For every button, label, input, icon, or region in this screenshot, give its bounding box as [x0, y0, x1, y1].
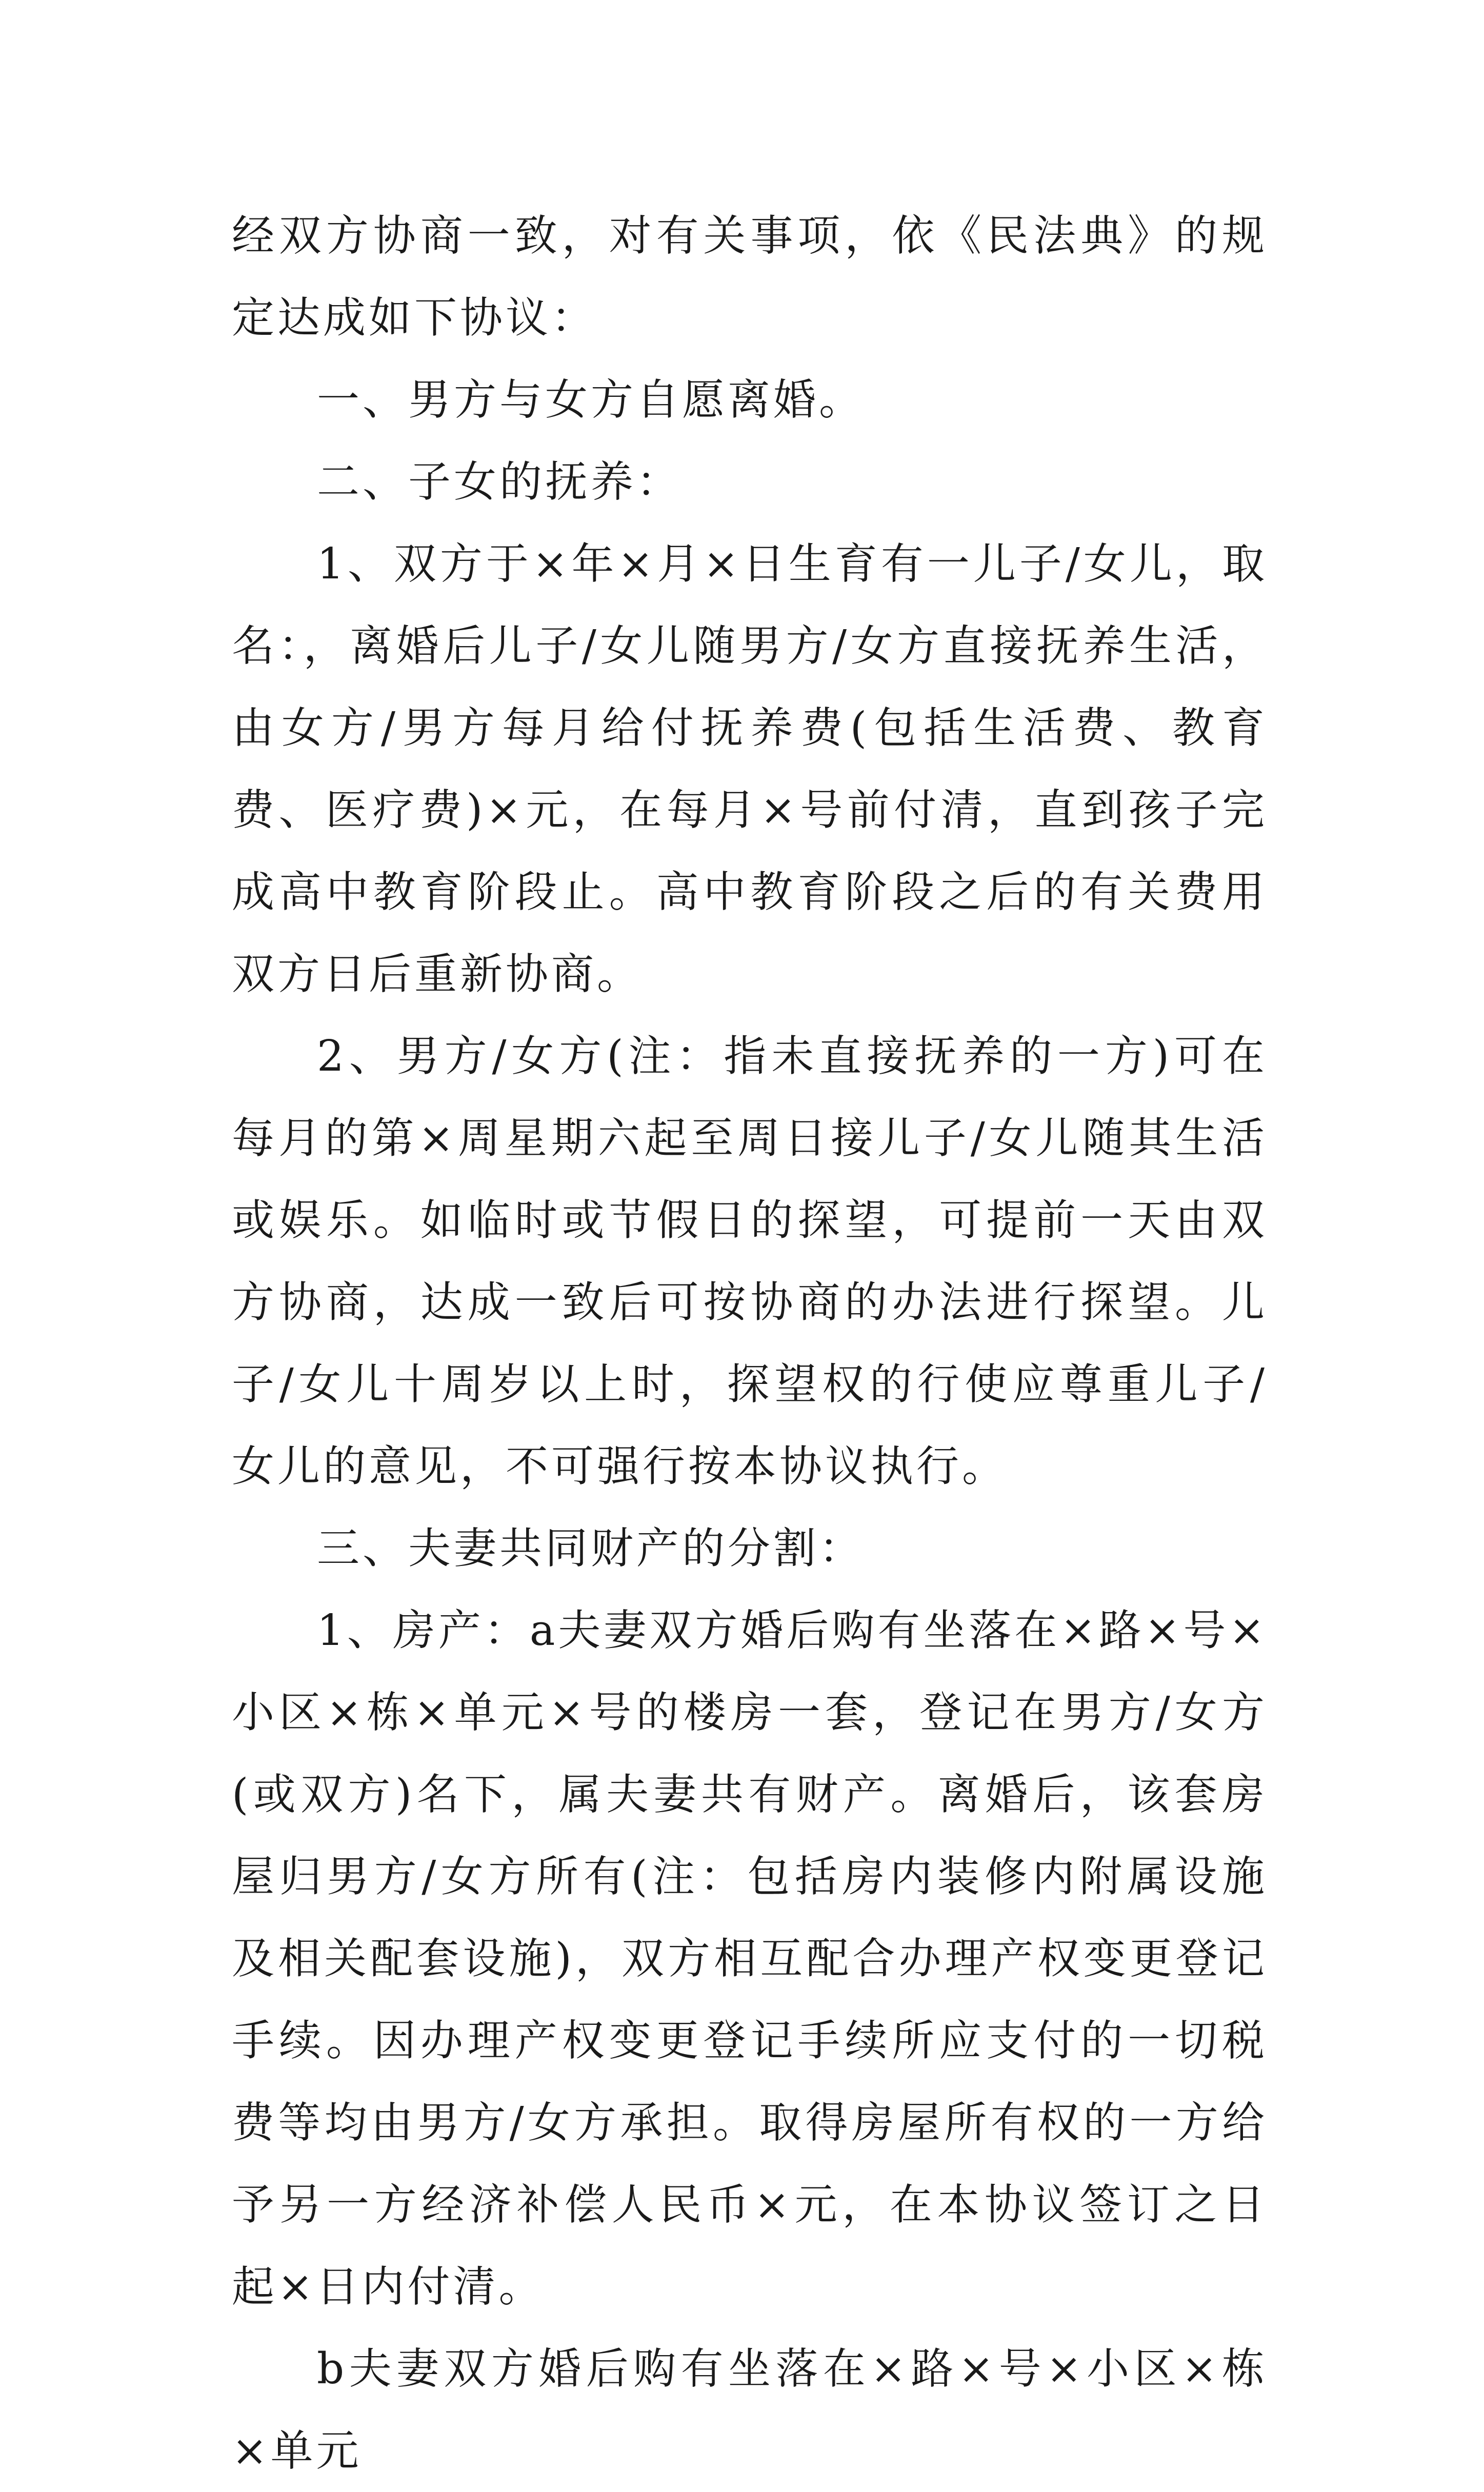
paragraph-property-b: b夫妻双方婚后购有坐落在×路×号×小区×栋×单元 — [232, 2344, 1268, 2476]
paragraph-property-a: 1、房产：a夫妻双方婚后购有坐落在×路×号×小区×栋×单元×号的楼房一套，登记在男方/女方(或双方)名下，属夫妻共有财产。离婚后，该套房屋归男方/女方所有(注：包括房内装修内附属设施及相关配套设施)，双方相互配合办理产权变更登记手续。因办理产权变更登记手续所应支付的一切税费等均由男方/女方承担。取得房屋所有权的一方给予另一方经济补偿人民币×元，在本协议签订之日起×日内付清。 — [232, 1605, 1268, 2312]
paragraph-clause-3-heading: 三、夫妻共同财产的分割： — [317, 1523, 865, 1573]
document-body — [232, 195, 1268, 2492]
paragraph-child-support: 1、双方于×年×月×日生育有一儿子/女儿，取名：，离婚后儿子/女儿随男方/女方直接抚养生活，由女方/男方每月给付抚养费(包括生活费、教育费、医疗费)×元，在每月×号前付清，直到孩子完成高中教育阶段止。高中教育阶段之后的有关费用双方日后重新协商。 — [232, 539, 1268, 999]
paragraph-preamble: 经双方协商一致，对有关事项，依《民法典》的规定达成如下协议： — [232, 211, 1268, 343]
paragraph-clause-2-heading: 二、子女的抚养： — [317, 457, 682, 507]
paragraph-visitation: 2、男方/女方(注：指未直接抚养的一方)可在每月的第×周星期六起至周日接儿子/女儿随其生活或娱乐。如临时或节假日的探望，可提前一天由双方协商，达成一致后可按协商的办法进行探望。儿子/女儿十周岁以上时，探望权的行使应尊重儿子/女儿的意见，不可强行按本协议执行。 — [232, 1031, 1268, 1491]
paragraph-clause-1: 一、男方与女方自愿离婚。 — [317, 375, 865, 425]
